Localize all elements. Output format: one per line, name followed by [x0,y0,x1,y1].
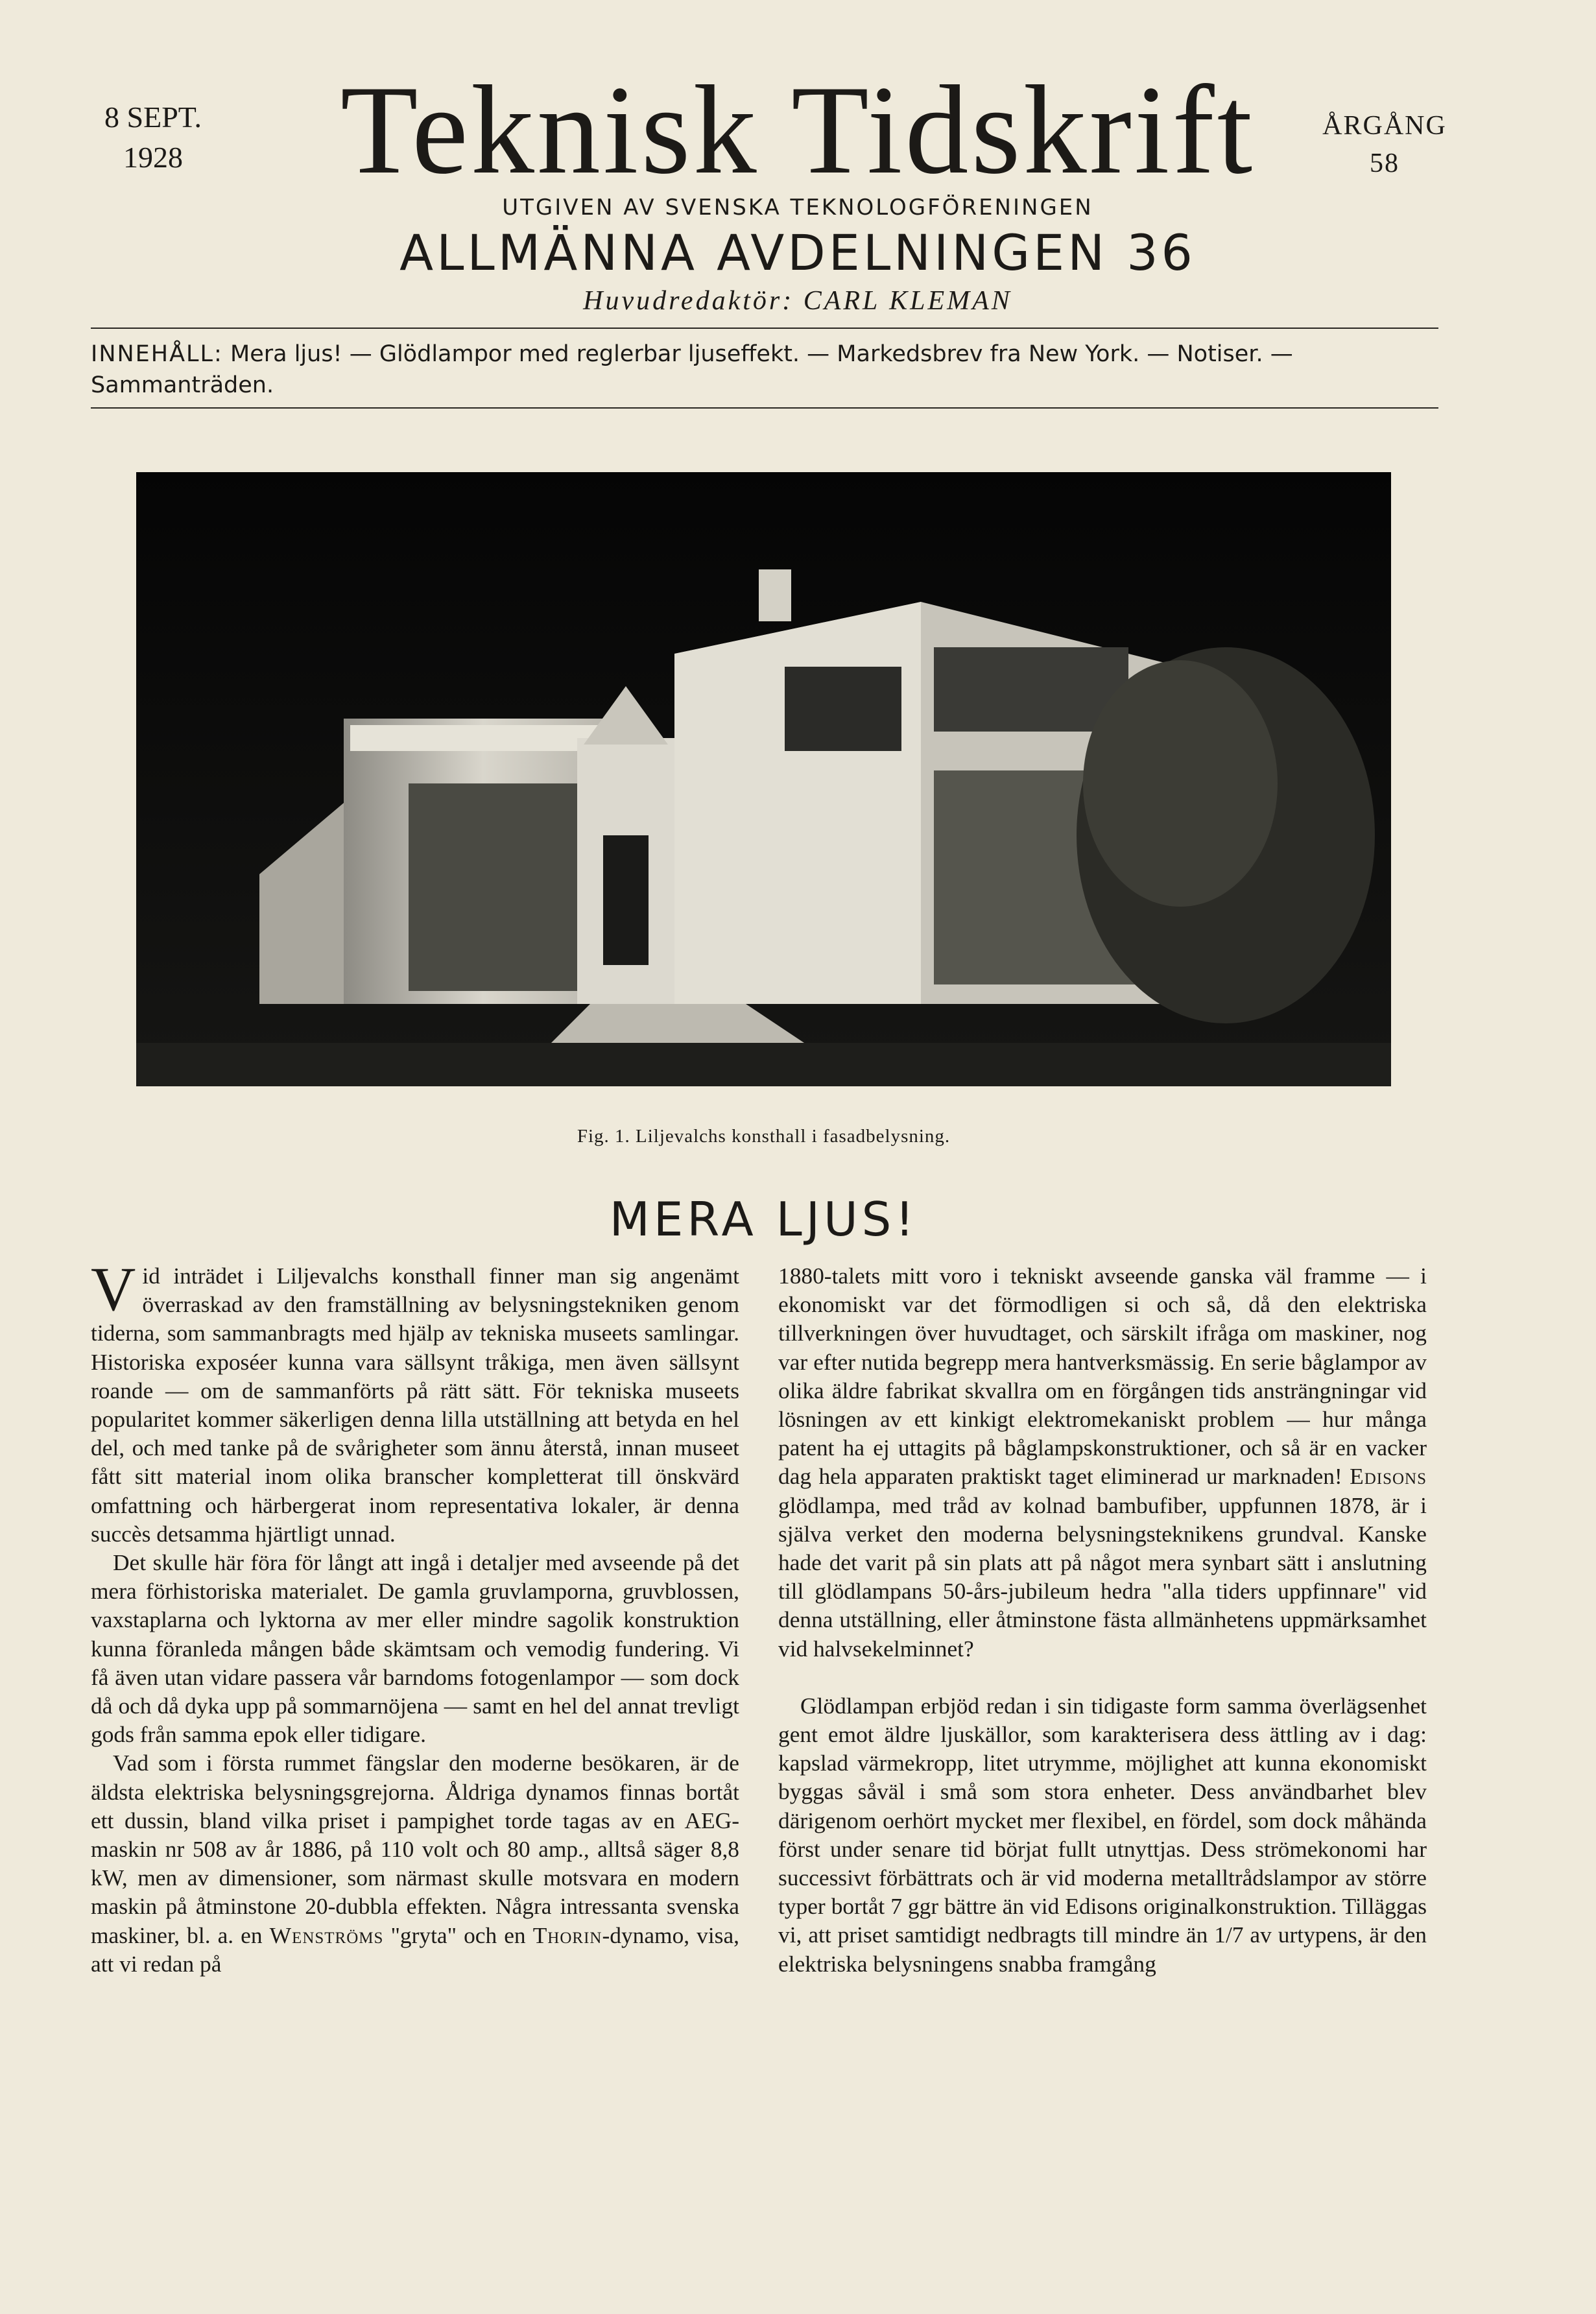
paragraph [91,1748,739,1978]
section-title: ALLMÄNNA AVDELNINGEN 36 [399,224,1196,281]
issue-year: 1928 [123,141,183,174]
drop-cap: V [91,1254,136,1324]
journal-title: Teknisk Tidskrift [340,60,1256,200]
article-column-left [91,1254,740,1978]
paragraph: Det skulle här föra för långt att ingå i detaljer med avseende på det mera förhistoriska materialet. De gamla gruvlamporna, gruvblossen, vaxstaplarna och lyktorna av mer eller mindre sagolik konstruktion kunna föranleda mången både skämtsam och vemodig fundering. Vi få även utan vidare passera vår barndoms fotogenlampor — som dock då och då dyka upp på sommarnöjena — samt en hel del annat trevligt gods från samma epok eller tidigare. [91,1549,739,1748]
volume-number: 58 [1370,149,1399,178]
paragraph-text: -dynamo, visa, att vi redan på [91,1922,740,1977]
paragraph [91,1254,739,1548]
contents-label: INNEHÅLL: [91,341,223,367]
paragraph: Glödlampan erbjöd redan i sin tidigaste form samma överlägsenhet gent emot äldre ljuskällor, som karakterisera dess ättling av i dag: kapslad värmekropp, litet utrymme, möjlighet att kunna ekonomiskt byggas såväl i små som stora enheter. Dess användbarhet blev därigenom oerhört mycket mer flexibel, en fördel, som dock måhända först under senare tid börjat fullt utnyttjas. Dess strömekonomi har successivt förbättrats och är vid moderna metalltrådslampor av större typer bortåt 7 ggr bättre än vid Edisons originalkonstruktion. Tilläggas vi, att priset samtidigt nedbragts till mindre än 1/7 av urtypens, är den elektriska belysningens snabba framgång [778,1692,1427,1977]
paragraph-text: id inträdet i Liljevalchs konsthall finner man sig angenämt överraskad av den framställning av belysningstekniken genom tiderna, som sammanbragts med hjälp av tekniska museets samlingar. Historiska exposéer kunna vara sällsynt tråkiga, men även sällsynt roande — om de sammanförts på rätt sätt. För tekniska museets popularitet kommer säkerligen denna lilla utställning att betyda en hel del, och med tanke på de svårigheter som ännu återstå, innan museet fått sitt material inom olika branscher kompletterat till önskvärd omfattning och härbergerat inom representativa lokaler, är denna succès detsamma hjärtligt unnad. [91,1263,739,1547]
small-caps-name: Thorin [532,1922,602,1948]
small-caps-name: Edisons [1350,1463,1427,1490]
building-illustration [136,472,1391,1086]
contents-items: Mera ljus! — Glödlampor med reglerbar ljuseffekt. — Markedsbrev fra New York. — Notiser. — Sammanträden. [91,341,1293,398]
figure-caption: Fig. 1. Liljevalchs konsthall i fasadbelysning. [577,1126,951,1147]
table-of-contents [91,339,1440,401]
issue-day: 8 SEPT. [104,101,202,134]
paragraph-text: glödlampa, med tråd av kolnad bambufiber, uppfunnen 1878, är i själva verket den moderna belysningsteknikens grundval. Kanske hade det varit på sin plats att på något mera synbart sätt i anslutning till glödlampans 50-års-jubileum hedra "alla tiders uppfinnare" vid denna utställning, eller åtminstone fästa allmänhetens uppmärksamhet vid halvsekelminnet? [778,1492,1427,1662]
editor-label: Huvudredaktör: [583,286,794,316]
volume-info [1310,107,1459,182]
volume-label: ÅRGÅNG [1322,111,1447,141]
article-headline: MERA LJUS! [609,1192,918,1246]
night-photo-liljevalchs [136,472,1391,1086]
paragraph-text: Vad som i första rummet fängslar den moderne besökaren, är de äldsta elektriska belysningsgrejorna. Åldriga dynamos finnas bortåt ett dussin, bland vilka priset i pampighet torde tagas av en AEG-maskin nr 508 av år 1886, på 110 volt och 80 amp., alltså säger 8,8 kW, men av dimensioner, som närmast skulle motsvara en modern maskin på åtminstone 20-dubbla effekten. Några intressanta svenska maskiner, bl. a. en [91,1750,739,1948]
small-caps-name: Wenströms [269,1922,384,1948]
paragraph-text: 1880-talets mitt voro i tekniskt avseende ganska väl framme — i ekonomiskt var det förmodligen si och så, då den elektriska tillverkningen över huvudtaget, och särskilt ifråga om maskiner, nog var efter nutida begrepp mera hantverksmässig. En serie båglampor av olika äldre fabrikat skvallra om en förgången tids ansträngningar vid lösningen av ett kinkigt elektromekaniskt problem — hur många patent ha ej uttagits på båglampskonstruktioner, och så är en vacker dag hela apparaten praktiskt taget eliminerad ur marknaden! [778,1263,1427,1490]
top-rule [91,328,1438,329]
publisher-line: UTGIVEN AV SVENSKA TEKNOLOGFÖRENINGEN [502,195,1093,221]
editor-name: CARL KLEMAN [803,286,1012,316]
paragraph-text: "gryta" och en [390,1922,526,1948]
article-column-right [778,1261,1427,1978]
bottom-rule [91,407,1438,409]
paragraph [778,1261,1427,1663]
editor-line [311,285,1284,316]
issue-date [88,97,218,178]
